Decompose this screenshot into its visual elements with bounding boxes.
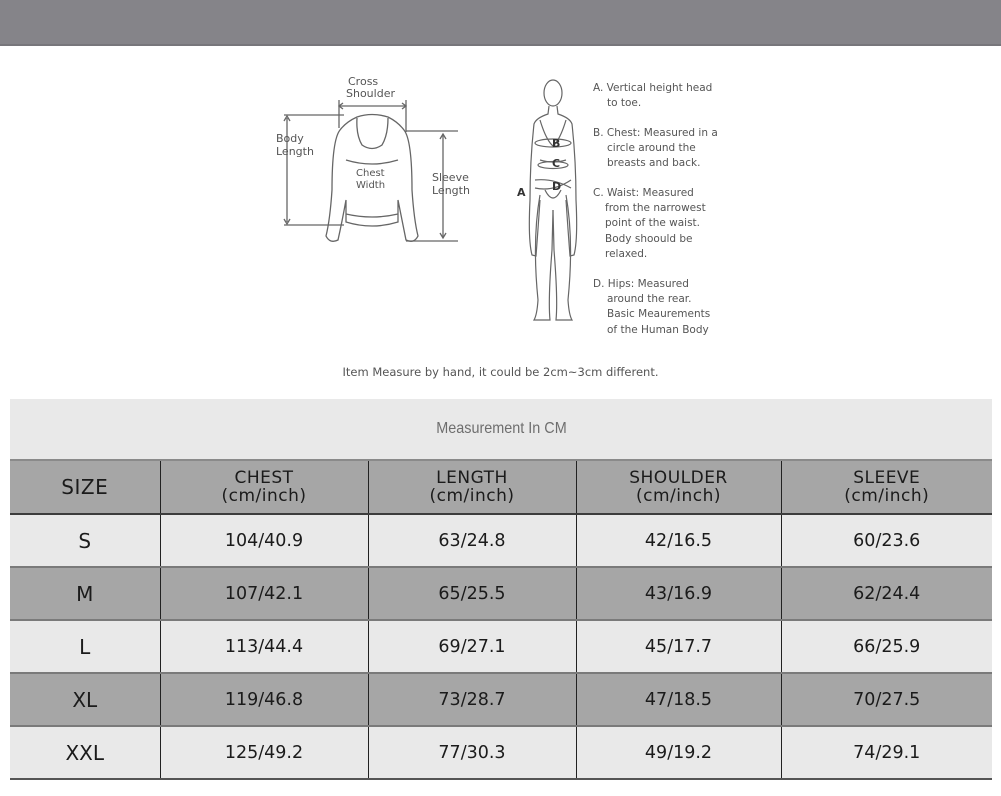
cell-shoulder: 45/17.7	[576, 620, 781, 673]
marker-b: B	[552, 137, 561, 150]
cell-size: S	[10, 514, 160, 567]
note-d-line3: Basic Meaurements	[607, 308, 711, 320]
cell-sleeve: 74/29.1	[781, 726, 992, 779]
table-row	[10, 673, 992, 726]
body-measurement-notes	[593, 82, 718, 336]
cell-size: L	[10, 620, 160, 673]
cell-chest: 104/40.9	[160, 514, 368, 567]
cell-sleeve: 62/24.4	[781, 567, 992, 620]
cell-size: XXL	[10, 726, 160, 779]
note-b-line1: B. Chest: Measured in a	[593, 127, 718, 139]
note-d-line4: of the Human Body	[607, 324, 709, 336]
note-a-line2: to toe.	[607, 97, 642, 109]
label-cross-shoulder-1: Cross	[348, 75, 379, 88]
note-c-line1: C. Waist: Measured	[593, 187, 694, 199]
note-a-line1: A. Vertical height head	[593, 82, 713, 94]
table-row	[10, 514, 992, 567]
measurement-diagram	[0, 46, 1001, 391]
note-c-line2: from the narrowest	[605, 202, 706, 214]
size-chart-title-band	[10, 399, 992, 461]
cell-size: XL	[10, 673, 160, 726]
cell-length: 69/27.1	[368, 620, 576, 673]
header-shoulder: SHOULDER (cm/inch)	[576, 461, 781, 514]
note-c-line5: relaxed.	[605, 248, 648, 260]
measurement-disclaimer: Item Measure by hand, it could be 2cm~3cm different.	[342, 365, 659, 379]
table-row	[10, 567, 992, 620]
label-chest-width-1: Chest	[356, 168, 385, 179]
cell-length: 77/30.3	[368, 726, 576, 779]
size-chart-title: Measurement In CM	[435, 420, 567, 437]
top-bar	[0, 0, 1001, 46]
cell-sleeve: 66/25.9	[781, 620, 992, 673]
note-d-line2: around the rear.	[607, 293, 692, 305]
label-body-length-2: Length	[276, 145, 314, 158]
note-b-line3: breasts and back.	[607, 157, 701, 169]
cell-chest: 113/44.4	[160, 620, 368, 673]
label-sleeve-length-1: Sleeve	[432, 171, 469, 184]
table-row	[10, 726, 992, 779]
label-chest-width-2: Width	[356, 180, 386, 191]
cell-shoulder: 47/18.5	[576, 673, 781, 726]
cell-size: M	[10, 567, 160, 620]
header-row	[10, 461, 992, 514]
note-d-line1: D. Hips: Measured	[593, 278, 689, 290]
note-c-line3: point of the waist.	[605, 217, 701, 229]
header-size: SIZE	[10, 461, 160, 514]
header-sleeve: SLEEVE (cm/inch)	[781, 461, 992, 514]
cell-shoulder: 43/16.9	[576, 567, 781, 620]
marker-d: D	[552, 180, 562, 193]
cell-sleeve: 60/23.6	[781, 514, 992, 567]
human-body-illustration	[529, 80, 576, 320]
size-table	[10, 461, 992, 780]
marker-c: C	[552, 157, 561, 170]
cell-length: 65/25.5	[368, 567, 576, 620]
header-length: LENGTH (cm/inch)	[368, 461, 576, 514]
table-row	[10, 620, 992, 673]
cell-length: 73/28.7	[368, 673, 576, 726]
label-body-length-1: Body	[276, 132, 304, 145]
cell-length: 63/24.8	[368, 514, 576, 567]
cell-chest: 119/46.8	[160, 673, 368, 726]
size-chart	[10, 399, 992, 780]
note-b-line2: circle around the	[607, 142, 696, 154]
label-cross-shoulder-2: Shoulder	[346, 87, 395, 100]
cell-shoulder: 49/19.2	[576, 726, 781, 779]
marker-a: A	[517, 186, 526, 199]
header-chest: CHEST (cm/inch)	[160, 461, 368, 514]
cell-shoulder: 42/16.5	[576, 514, 781, 567]
cell-sleeve: 70/27.5	[781, 673, 992, 726]
label-sleeve-length-2: Length	[432, 184, 470, 197]
cell-chest: 107/42.1	[160, 567, 368, 620]
cell-chest: 125/49.2	[160, 726, 368, 779]
note-c-line4: Body shoould be	[605, 233, 693, 245]
